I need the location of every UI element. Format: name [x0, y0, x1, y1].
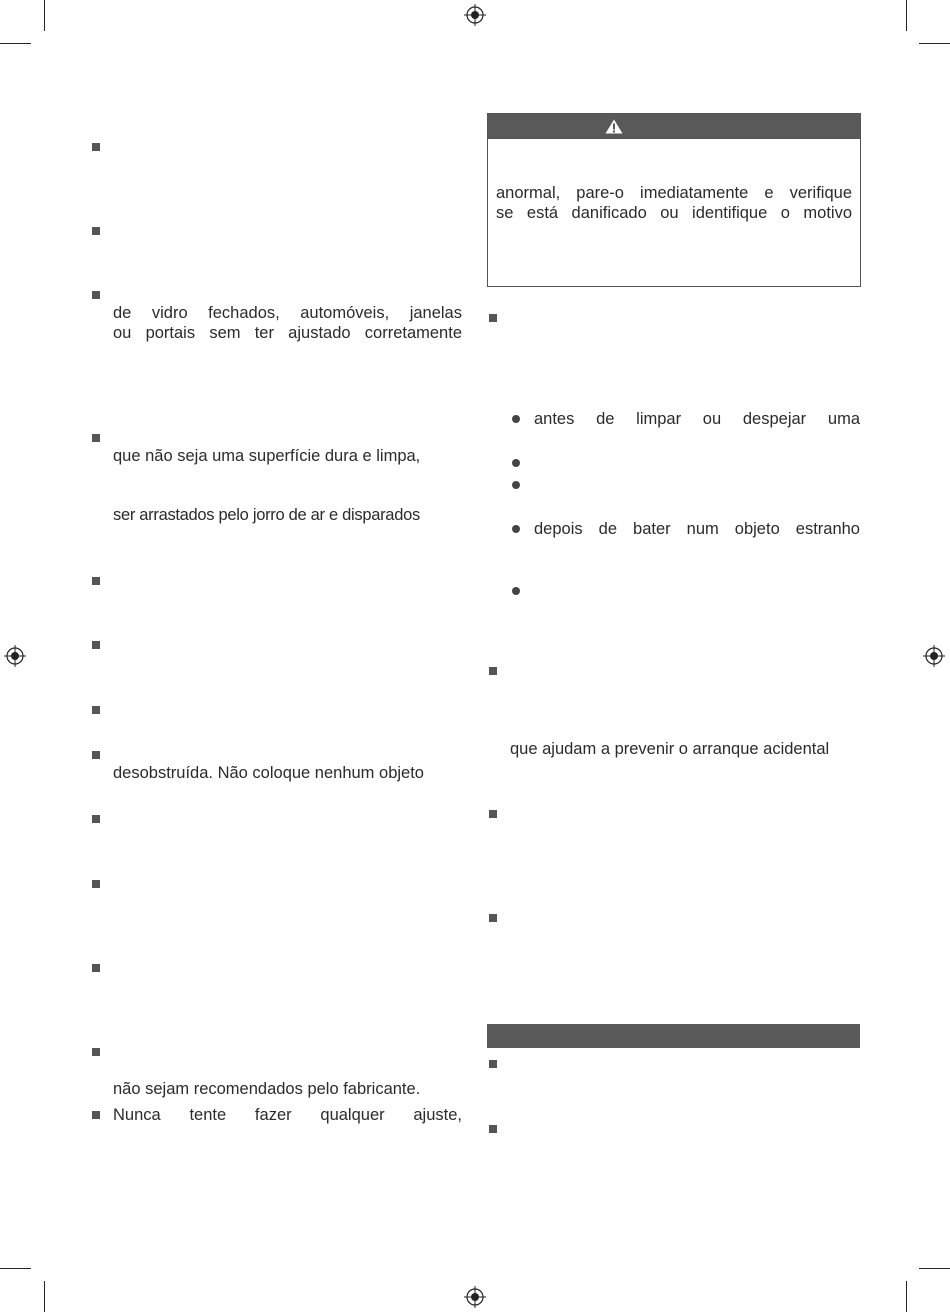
bullet-square-icon — [489, 810, 497, 818]
list-item-text: de vidro fechados, automóveis, janelas — [113, 304, 462, 322]
warning-text: se está danificado ou identifique o motivo — [496, 204, 852, 222]
crop-mark — [906, 1281, 907, 1312]
list-item-text: ou portais sem ter ajustado corretamente — [113, 324, 462, 342]
crop-mark — [919, 43, 950, 44]
bullet-square-icon — [92, 964, 100, 972]
bullet-dot-icon — [512, 415, 520, 423]
bullet-square-icon — [92, 1048, 100, 1056]
section-header-bar — [487, 1024, 860, 1048]
bullet-square-icon — [92, 880, 100, 888]
crop-mark — [0, 1268, 31, 1269]
list-item-text: que não seja uma superfície dura e limpa, — [113, 447, 421, 465]
sub-item-text: depois de bater num objeto estranho — [534, 520, 860, 538]
registration-target-icon — [464, 1286, 486, 1308]
registration-target-icon — [923, 645, 945, 667]
bullet-square-icon — [92, 815, 100, 823]
bullet-square-icon — [92, 227, 100, 235]
bullet-square-icon — [92, 291, 100, 299]
registration-target-icon — [464, 4, 486, 26]
bullet-dot-icon — [512, 459, 520, 467]
list-item-text: não sejam recomendados pelo fabricante. — [113, 1080, 421, 1098]
bullet-dot-icon — [512, 525, 520, 533]
crop-mark — [906, 0, 907, 31]
list-item-text: Nunca tente fazer qualquer ajuste, — [113, 1106, 462, 1124]
bullet-square-icon — [489, 1060, 497, 1068]
bullet-square-icon — [489, 914, 497, 922]
list-item-text: que ajudam a prevenir o arranque acidental — [510, 740, 830, 758]
bullet-square-icon — [489, 314, 497, 322]
registration-target-icon — [4, 645, 26, 667]
bullet-square-icon — [92, 706, 100, 714]
bullet-square-icon — [92, 434, 100, 442]
bullet-square-icon — [92, 751, 100, 759]
bullet-square-icon — [489, 667, 497, 675]
bullet-square-icon — [92, 143, 100, 151]
bullet-square-icon — [92, 577, 100, 585]
list-item-text: ser arrastados pelo jorro de ar e disparados — [113, 506, 420, 524]
bullet-square-icon — [92, 1111, 100, 1119]
crop-mark — [919, 1268, 950, 1269]
crop-mark — [44, 1281, 45, 1312]
warning-header — [488, 114, 860, 139]
bullet-dot-icon — [512, 587, 520, 595]
crop-mark — [0, 43, 31, 44]
sub-item-text: antes de limpar ou despejar uma — [534, 410, 860, 428]
bullet-square-icon — [92, 641, 100, 649]
bullet-square-icon — [489, 1125, 497, 1133]
warning-text: anormal, pare-o imediatamente e verifique — [496, 184, 852, 202]
crop-mark — [44, 0, 45, 31]
bullet-dot-icon — [512, 481, 520, 489]
list-item-text: desobstruída. Não coloque nenhum objeto — [113, 764, 424, 782]
warning-triangle-icon — [605, 119, 623, 134]
